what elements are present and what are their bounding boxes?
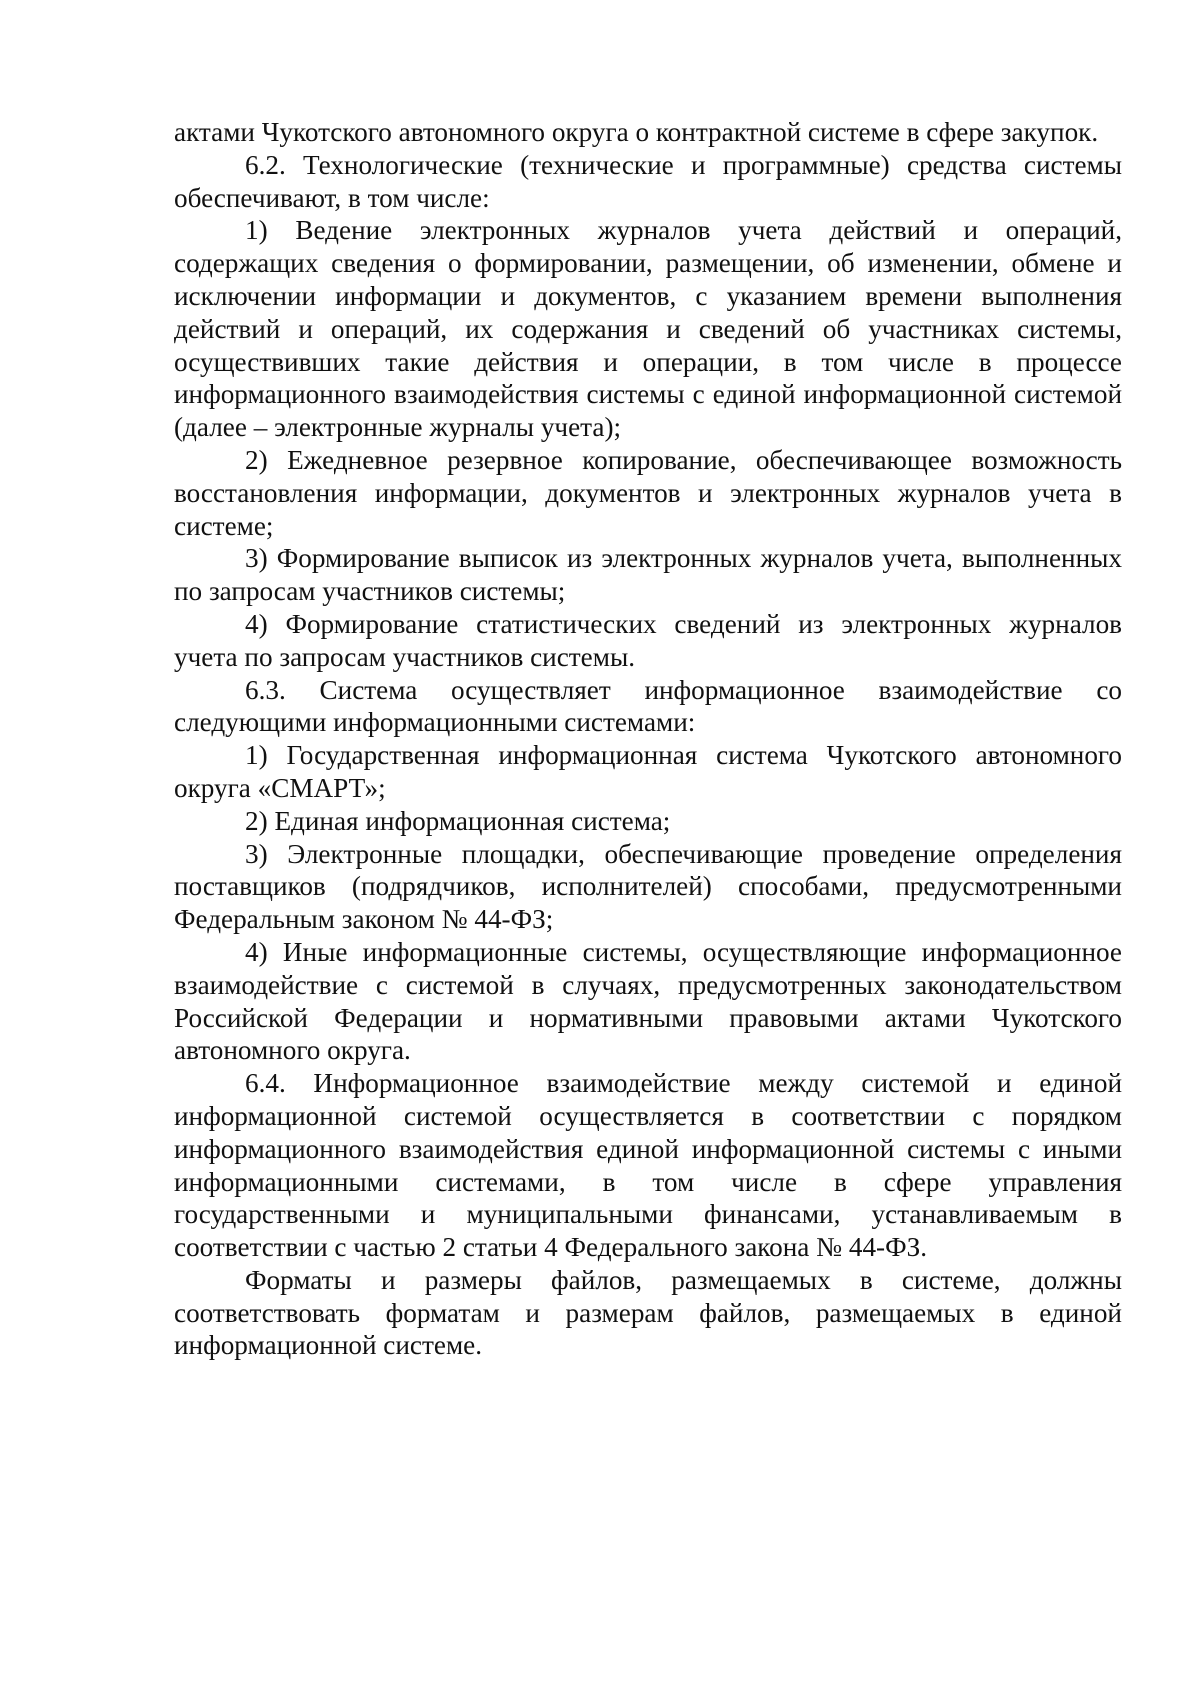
paragraph-6-2: 6.2. Технологические (технические и программные) средства системы обеспечивают, в том числе: bbox=[174, 149, 1122, 213]
paragraph-6-3-item-4: 4) Иные информационные системы, осуществляющие информационное взаимодействие с системой в случаях, предусмотренных законодательством Российской Федерации и нормативными правовыми актами Чукотского автономного округа. bbox=[174, 936, 1122, 1066]
document-body bbox=[174, 116, 1122, 1362]
paragraph-6-3-item-1: 1) Государственная информационная система Чукотского автономного округа «СМАРТ»; bbox=[174, 740, 1122, 803]
paragraph-6-3-item-3: 3) Электронные площадки, обеспечивающие проведение определения поставщиков (подрядчиков, исполнителей) способами, предусмотренными Федеральным законом № 44-ФЗ; bbox=[174, 838, 1122, 935]
paragraph-6-2-item-2: 2) Ежедневное резервное копирование, обеспечивающее возможность восстановления информации, документов и электронных журналов учета в системе; bbox=[174, 444, 1122, 541]
paragraph-file-formats: Форматы и размеры файлов, размещаемых в системе, должны соответствовать форматам и размерам файлов, размещаемых в единой информационной системе. bbox=[174, 1264, 1122, 1361]
paragraph-6-3: 6.3. Система осуществляет информационное взаимодействие со следующими информационными системами: bbox=[174, 674, 1122, 738]
paragraph-6-2-item-4: 4) Формирование статистических сведений из электронных журналов учета по запросам участников системы. bbox=[174, 608, 1122, 672]
paragraph-6-2-item-3: 3) Формирование выписок из электронных журналов учета, выполненных по запросам участников системы; bbox=[174, 543, 1122, 607]
paragraph-6-2-item-1: 1) Ведение электронных журналов учета действий и операций, содержащих сведения о формировании, размещении, об изменении, обмене и исключении информации и документов, с указанием времени выполнения действий и операций, их содержания и сведений об участниках системы, осуществивших такие действия и операции, в том числе в процессе информационного взаимодействия системы с единой информационной системой (далее – электронные журналы учета); bbox=[174, 215, 1122, 443]
paragraph-6-4: 6.4. Информационное взаимодействие между системой и единой информационной системой осуществляется в соответствии с порядком информационного взаимодействия единой информационной системы с иными информационными системами, в том числе в сфере управления государственными и муниципальными финансами, устанавливаемым в соответствии с частью 2 статьи 4 Федерального закона № 44-ФЗ. bbox=[174, 1068, 1122, 1263]
paragraph-continuation: актами Чукотского автономного округа о контрактной системе в сфере закупок. bbox=[174, 117, 1099, 147]
paragraph-6-3-item-2: 2) Единая информационная система; bbox=[245, 805, 671, 836]
